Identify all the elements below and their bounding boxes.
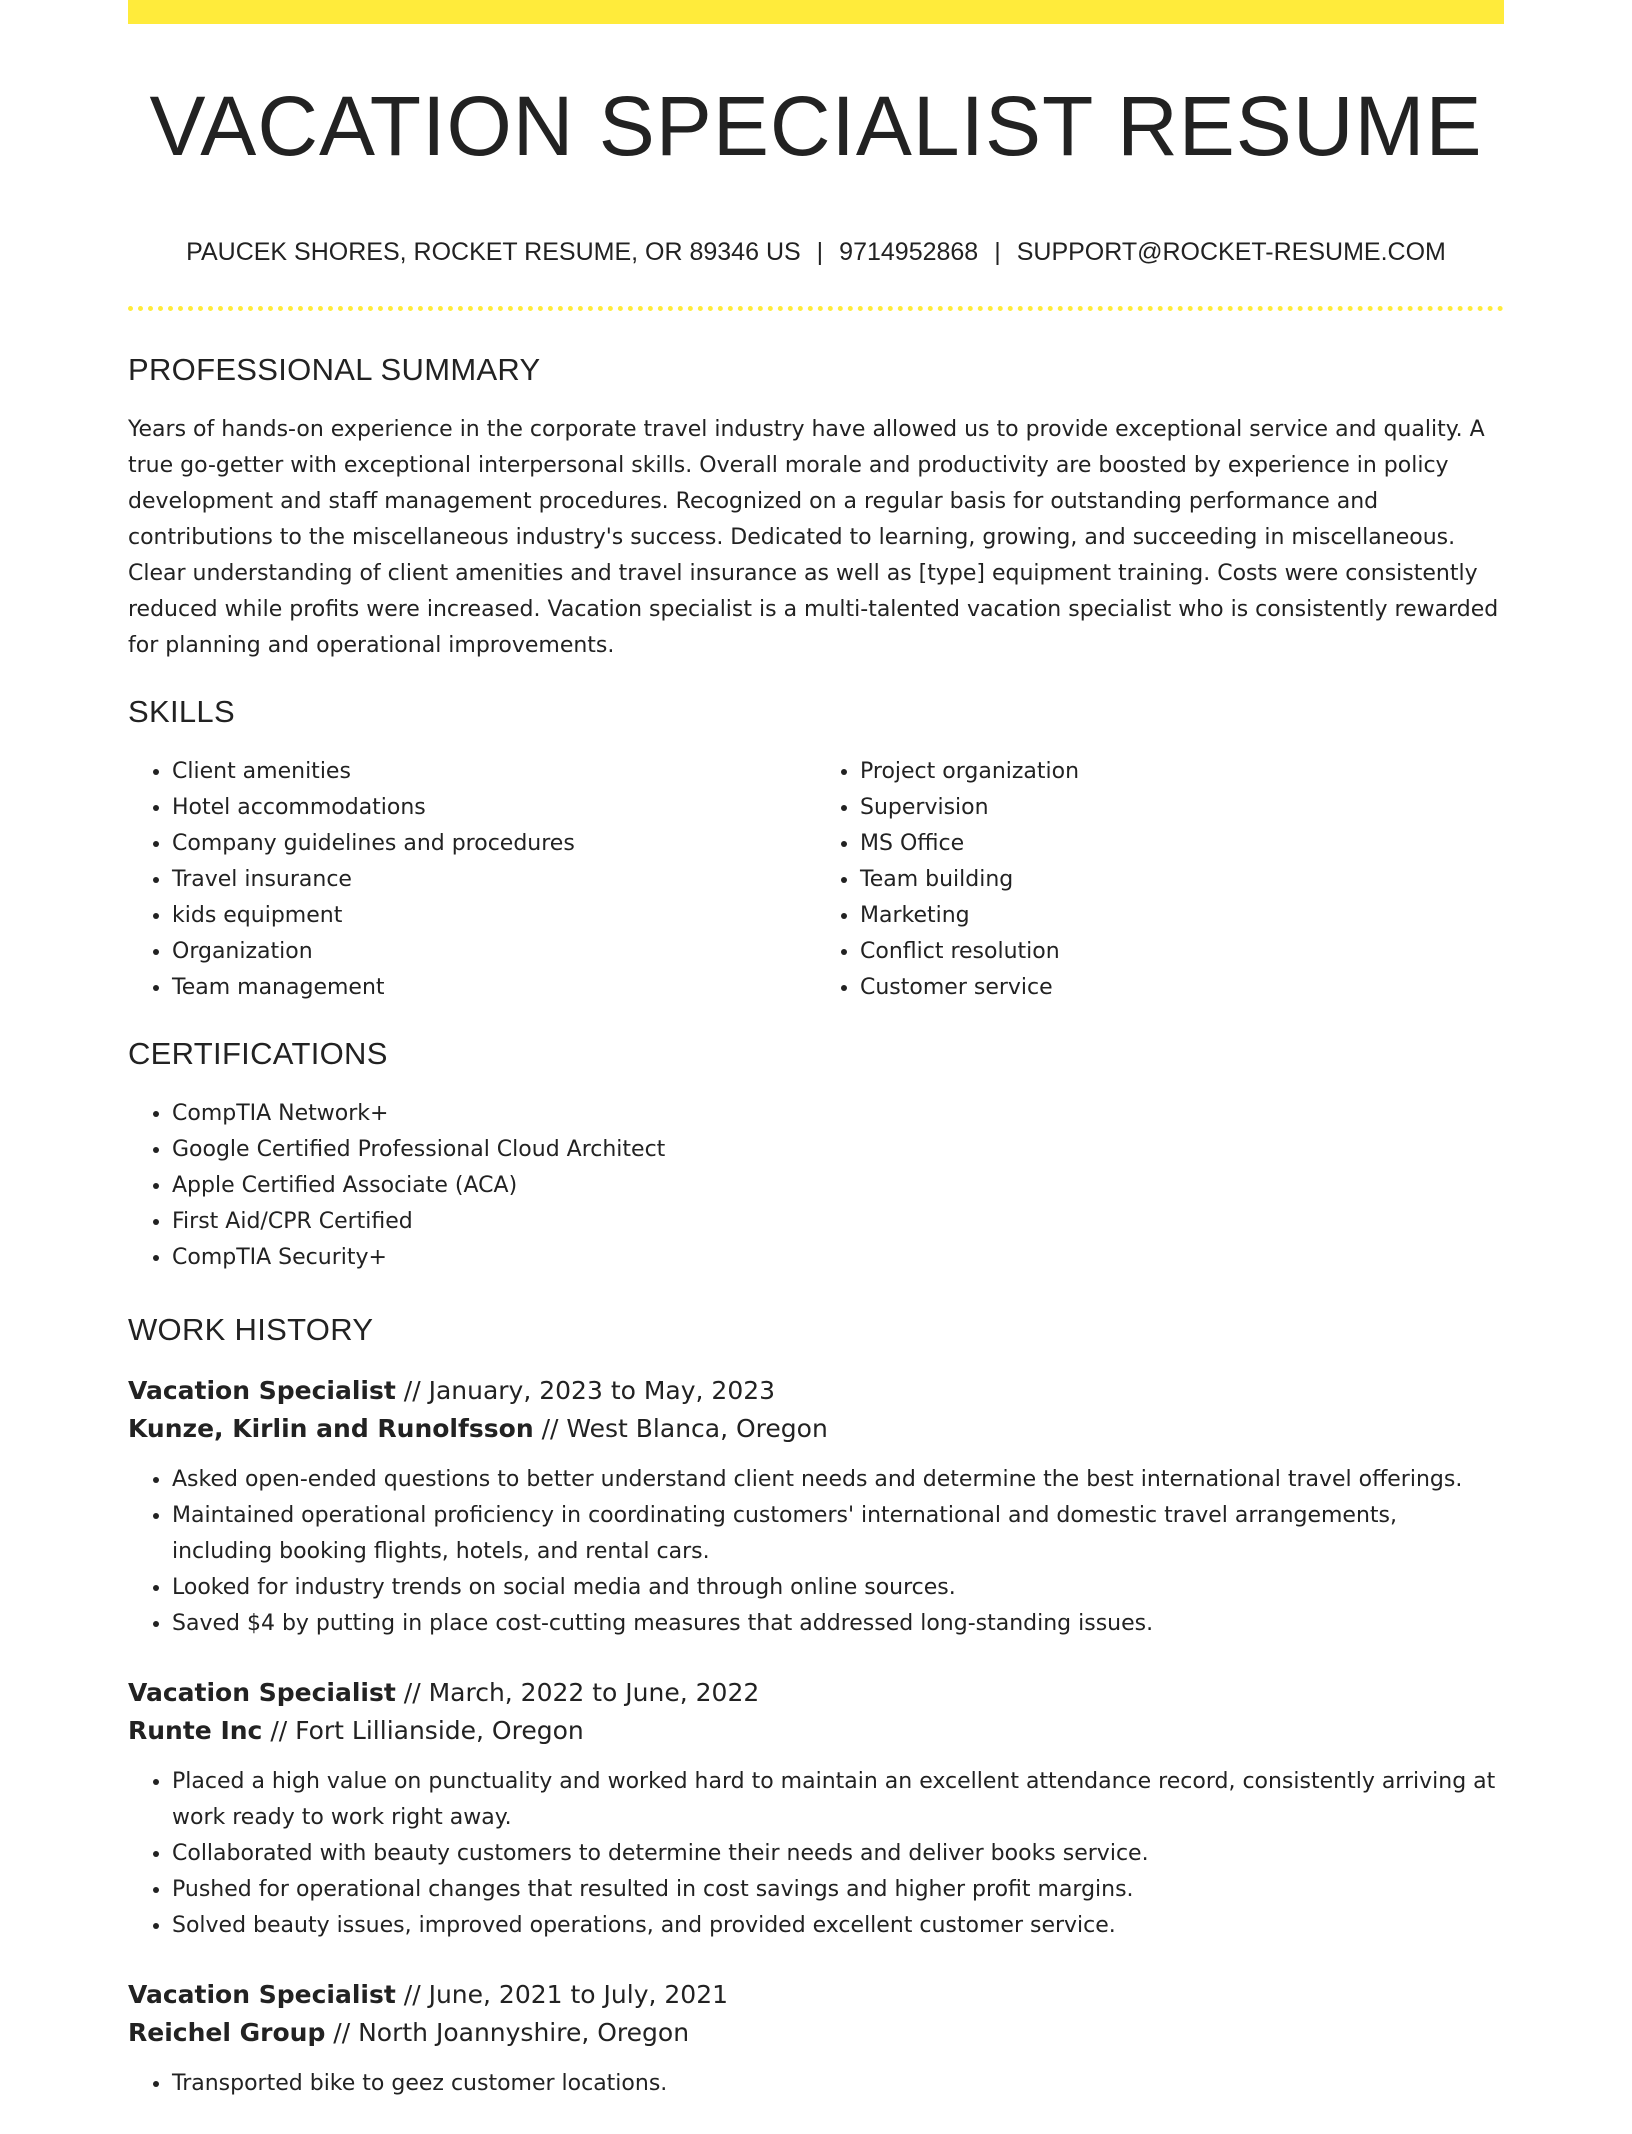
job-company-line xyxy=(128,1410,1504,1448)
job-entry xyxy=(128,1976,1504,2102)
skills-list-right xyxy=(816,754,1504,1006)
job-bullet: • Looked for industry trends on social media and through online sources. xyxy=(172,1570,1504,1606)
job-company-line xyxy=(128,1712,1504,1750)
certification-item: • CompTIA Security+ xyxy=(172,1240,1504,1276)
summary-text: Years of hands-on experience in the corporate travel industry have allowed us to provide exceptional service and quality. A true go-getter with exceptional interpersonal skills. Overall morale and productivity are boosted by experience in policy development and staff management procedures. Recognized on a regular basis for outstanding performance and contributions to the miscellaneous industry's success. Dedicated to learning, growing, and succeeding in miscellaneous. Clear understanding of client amenities and travel insurance as well as [type] equipment training. Costs were consistently reduced while profits were increased. Vacation specialist is a multi-talented vacation specialist who is consistently rewarded for planning and operational improvements. xyxy=(128,417,1499,658)
certification-item: • Apple Certified Associate (ACA) xyxy=(172,1168,1504,1204)
resume-content xyxy=(128,352,1504,2134)
accent-bar xyxy=(128,0,1504,24)
skill-item: • Project organization xyxy=(860,754,1504,790)
job-bullets xyxy=(128,2066,1504,2102)
job-title-line xyxy=(128,1372,1504,1410)
section-heading: CERTIFICATIONS xyxy=(128,1036,388,1071)
certifications-list xyxy=(128,1096,1504,1276)
address: PAUCEK SHORES, ROCKET RESUME, OR 89346 US xyxy=(186,238,801,266)
resume-title: VACATION SPECIALIST RESUME xyxy=(149,79,1483,173)
job-dates: // March, 2022 to June, 2022 xyxy=(403,1678,760,1707)
skill-item: • kids equipment xyxy=(172,898,816,934)
dotted-divider xyxy=(128,306,1504,311)
certification-item: • Google Certified Professional Cloud Architect xyxy=(172,1132,1504,1168)
section-heading: PROFESSIONAL SUMMARY xyxy=(128,352,541,387)
skill-item: • Customer service xyxy=(860,970,1504,1006)
certifications-section xyxy=(128,1036,1504,1276)
email: SUPPORT@ROCKET-RESUME.COM xyxy=(1016,238,1446,266)
job-entry xyxy=(128,1674,1504,1944)
phone: 9714952868 xyxy=(839,238,979,266)
work-history-section xyxy=(128,1312,1504,2102)
job-title-line xyxy=(128,1976,1504,2014)
section-heading: WORK HISTORY xyxy=(128,1312,374,1347)
skills-list-left xyxy=(128,754,816,1006)
skill-item: • Travel insurance xyxy=(172,862,816,898)
job-entry xyxy=(128,1372,1504,1642)
certification-item: • First Aid/CPR Certified xyxy=(172,1204,1504,1240)
job-bullet: • Saved $4 by putting in place cost-cutting measures that addressed long-standing issues. xyxy=(172,1606,1504,1642)
job-bullet: • Placed a high value on punctuality and worked hard to maintain an excellent attendance record, consistently arriving at work ready to work right away. xyxy=(172,1764,1504,1836)
job-title: Vacation Specialist xyxy=(128,1980,396,2009)
section-heading: SKILLS xyxy=(128,694,235,729)
job-company: Kunze, Kirlin and Runolfsson xyxy=(128,1414,534,1443)
certification-item: • CompTIA Network+ xyxy=(172,1096,1504,1132)
skill-item: • MS Office xyxy=(860,826,1504,862)
job-company: Reichel Group xyxy=(128,2018,326,2047)
job-company: Runte Inc xyxy=(128,1716,263,1745)
job-bullet: • Maintained operational proficiency in coordinating customers' international and domestic travel arrangements, including booking flights, hotels, and rental cars. xyxy=(172,1498,1504,1570)
job-bullets xyxy=(128,1462,1504,1642)
skill-item: • Team management xyxy=(172,970,816,1006)
contact-separator: | xyxy=(816,238,824,266)
job-location: // Fort Lillianside, Oregon xyxy=(270,1716,584,1745)
job-location: // North Joannyshire, Oregon xyxy=(333,2018,690,2047)
job-title-line xyxy=(128,1674,1504,1712)
job-bullets xyxy=(128,1764,1504,1944)
contact-line xyxy=(128,238,1504,267)
job-title: Vacation Specialist xyxy=(128,1376,396,1405)
skill-item: • Supervision xyxy=(860,790,1504,826)
skill-item: • Hotel accommodations xyxy=(172,790,816,826)
job-company-line xyxy=(128,2014,1504,2052)
summary-section xyxy=(128,352,1504,664)
skill-item: • Marketing xyxy=(860,898,1504,934)
skills-section xyxy=(128,694,1504,1006)
job-dates: // June, 2021 to July, 2021 xyxy=(403,1980,728,2009)
contact-separator: | xyxy=(994,238,1001,266)
job-bullet: • Transported bike to geez customer locations. xyxy=(172,2066,1504,2102)
job-bullet: • Solved beauty issues, improved operations, and provided excellent customer service. xyxy=(172,1908,1504,1944)
job-bullet: • Collaborated with beauty customers to determine their needs and deliver books service. xyxy=(172,1836,1504,1872)
job-location: // West Blanca, Oregon xyxy=(541,1414,828,1443)
job-bullet: • Pushed for operational changes that resulted in cost savings and higher profit margins. xyxy=(172,1872,1504,1908)
skills-columns xyxy=(128,754,1504,1006)
skill-item: • Company guidelines and procedures xyxy=(172,826,816,862)
skill-item: • Team building xyxy=(860,862,1504,898)
job-title: Vacation Specialist xyxy=(128,1678,396,1707)
skill-item: • Client amenities xyxy=(172,754,816,790)
job-bullet: • Asked open-ended questions to better understand client needs and determine the best international travel offerings. xyxy=(172,1462,1504,1498)
skill-item: • Organization xyxy=(172,934,816,970)
skill-item: • Conflict resolution xyxy=(860,934,1504,970)
job-dates: // January, 2023 to May, 2023 xyxy=(403,1376,776,1405)
